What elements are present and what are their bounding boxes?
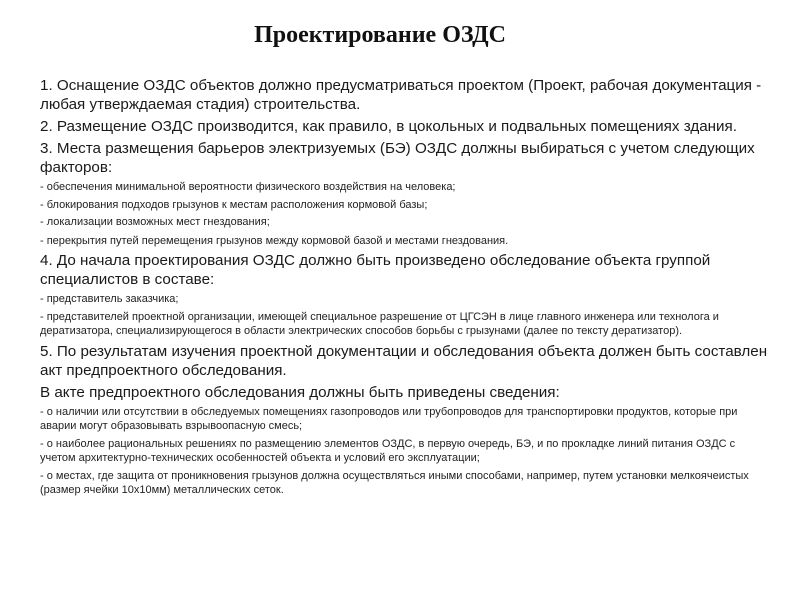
sub-item: - блокирования подходов грызунов к местам расположения кормовой базы; <box>40 198 428 211</box>
sub-item: - локализации возможных мест гнездования; <box>40 216 270 228</box>
page-title: Проектирование ОЗДС <box>254 22 506 48</box>
paragraph-5: 5. По результатам изучения проектной документации и обследования объекта должен быть составлен акт предпроектного обследования. <box>40 342 768 379</box>
sub-item: - о наличии или отсутствии в обследуемых помещениях газопроводов или трубопроводов для транспортировки продуктов, которые при аварии могут образовывать взрывоопасную смесь; <box>40 405 738 432</box>
paragraph-1: 1. Оснащение ОЗДС объектов должно предусматриваться проектом (Проект, рабочая документация - любая утверждаемая стадия) строительства. <box>40 77 762 113</box>
sub-item: - представитель заказчика; <box>40 293 179 305</box>
content-body <box>40 76 768 501</box>
paragraph-4: 4. До начала проектирования ОЗДС должно быть произведено обследование объекта группой специалистов в составе: <box>40 252 711 288</box>
paragraph-2: 2. Размещение ОЗДС производится, как правило, в цокольных и подвальных помещениях здания. <box>40 118 737 135</box>
sub-item: - обеспечения минимальной вероятности физического воздействия на человека; <box>40 181 456 193</box>
sub-item: - представителей проектной организации, имеющей специальное разрешение от ЦГСЭН в лице главного инженера или технолога и дератизатора, специализирующегося в области электрических способов борьбы с грызунами (далее по тексту дератизатор). <box>40 310 719 337</box>
sub-item: - о наиболее рациональных решениях по размещению элементов ОЗДС, в первую очередь, БЭ, и по прокладке линий питания ОЗДС с учетом архитектурно-технических особенностей объекта и условий его эксплуатации; <box>40 437 736 464</box>
sub-item: - о местах, где защита от проникновения грызунов должна осуществляться иными способами, например, путем установки мелкоячеистых (размер ячейки 10х10мм) металлических сеток. <box>40 469 749 496</box>
sub-item: - перекрытия путей перемещения грызунов между кормовой базой и местами гнездования. <box>40 234 509 247</box>
paragraph-act: В акте предпроектного обследования должны быть приведены сведения: <box>40 383 560 401</box>
paragraph-3: 3. Места размещения барьеров электризуемых (БЭ) ОЗДС должны выбираться с учетом следующих факторов: <box>40 140 755 176</box>
